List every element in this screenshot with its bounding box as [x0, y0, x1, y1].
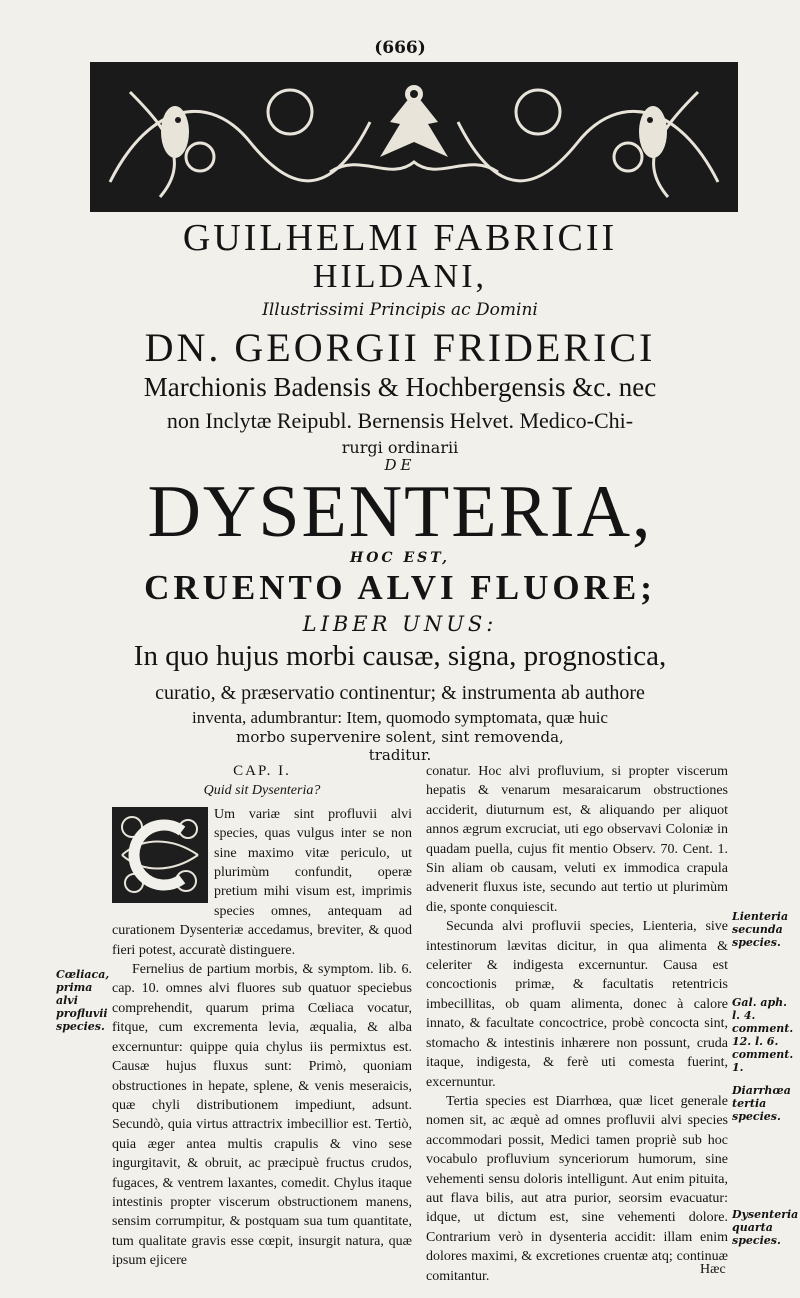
title-hoc-est: HOC EST, — [350, 550, 450, 566]
right-column — [426, 762, 728, 1286]
title-author-name: GUILHELMI FABRICII — [182, 217, 618, 259]
title-patron-intro: Illustrissimi Principis ac Domini — [262, 300, 538, 320]
left-column — [112, 762, 412, 1271]
right-paragraph-2: Secunda alvi profluvii species, Lienteria, sive intestinorum lævitas dicitur, in qua alimenta & celeriter & indigesta excernuntur. Causa est concoctionis primæ, & facultatis retentricis imbecillitas, ob quam alimenta, donec à calore innato, & facultate concoctrice, probè concocta sint, stomacho & intestinis inhærere non possunt, cruda itaque, indigesta, & ferè uti comesta fuerint, excernuntur. — [426, 919, 728, 1090]
margin-note-lienteria: Lienteria secunda species. — [732, 910, 789, 949]
right-paragraph-1: conatur. Hoc alvi profluvium, si propter viscerum hepatis & venarum mesaraicarum obstructiones acciderit, diuturnum est, & aliquando per aliquot annos ægrum excruciat, uti ego observavi Coloniæ in quadam puella, cujus fit mentio Observ. 70. Cent. 1. Sin aliam ob causam, veluti ex immodica crapula advenerit fluxus iste, secundo aut tertio ut plurimùm die, sponte conquiescit. — [426, 764, 728, 915]
chapter-subheading: Quid sit Dysenteria? — [203, 783, 321, 799]
title-republic-line: non Inclytæ Reipubl. Bernensis Helvet. Medico-Chi- — [166, 408, 634, 433]
right-paragraph-3: Tertia species est Diarrhœa, quæ licet generale nomen sit, ac æquè ad omnes profluvii alvi species accommodari possit, Medici tamen propriè sub hoc vocabulo profluvium synceriorum humorum, sine vehementi sensu doloris intelligunt. Aut enim pituita, aut flava bilis, aut atra purior, seorsim evacuatur: idque, ut dictum est, sine vehementi dolore. Contrarium verò in dysenteria accidit: illam enim dolores maximi, & excretiones cruentæ atq; continuæ comitantur. — [426, 1093, 728, 1284]
title-description-4: morbo supervenire solent, sint removenda, — [236, 728, 564, 746]
title-description-3: inventa, adumbrantur: Item, quomodo symptomata, quæ huic — [192, 708, 608, 727]
margin-note-dysenteria: Dysenteria quarta species. — [732, 1208, 799, 1247]
margin-note-coeliaca: Cœliaca, prima alvi profluvii species. — [56, 968, 110, 1033]
left-paragraph-2: Fernelius de partium morbis, & symptom. lib. 6. cap. 10. omnes alvi fluores sub quatuor speciebus comprehendit, quarum prima Cœliaca vocatur, fitque, cum excrementa levia, æqualia, & alba excernuntur: quippe quia chylus iis permixtus est. Causæ hujus fluxus sunt: Primò, quoniam obstructiones in hepate, splene, & venis meseraicis, quæ chyli distributionem impediunt, adsunt. Secundò, quia virtus attractrix imbecillior est. Tertiò, quia æger antea multis crapulis & vino sese ingurgitavit, & obruit, ac præcipuè fructus crudos, fugaces, & ventrem laxantes, comedit. Chylus itaque intestinis propter viscerum obstructionem manens, sensim corrumpitur, & postquam sua tum quantitate, tum qualitate gravis esse cœpit, insurgit natura, quæ ipsum ejicere — [112, 962, 412, 1269]
drop-cap-c-icon — [112, 807, 208, 903]
title-dysenteria: DYSENTERIA, — [147, 471, 653, 553]
title-description-2: curatio, & præservatio continentur; & instrumenta ab authore — [155, 682, 645, 704]
title-cruento: CRUENTO ALVI FLUORE; — [144, 568, 656, 607]
margin-note-galen: Gal. aph. l. 4. comment. 12. l. 6. comment. 1. — [732, 996, 794, 1074]
title-author-surname: HILDANI, — [312, 258, 488, 295]
title-description-1: In quo hujus morbi causæ, signa, prognostica, — [133, 640, 667, 672]
catchword: Hæc — [700, 1262, 726, 1277]
ornamental-headpiece — [90, 62, 738, 212]
title-patron-titles: Marchionis Badensis & Hochbergensis &c. nec — [143, 372, 657, 402]
title-surgeon-line: rurgi ordinarii — [341, 438, 459, 457]
left-paragraph-1: Um variæ sint profluvii alvi species, quas vulgus inter se non sine maximo vitæ periculo, ut plurimùm confundit, operæ pretium mihi visum est, imprimis species omnes, antequam ad curationem Dysenteriæ accedamus, breviter, & quod fieri potest, accuratè distinguere. — [112, 806, 412, 958]
chapter-heading: CAP. I. — [233, 763, 291, 779]
page-number: (666) — [374, 38, 426, 58]
title-liber-unus: LIBER UNUS: — [302, 612, 498, 636]
title-de: DE — [384, 456, 416, 474]
title-patron-name: DN. GEORGII FRIDERICI — [144, 325, 656, 370]
margin-note-diarrhoea: Diarrhœa tertia species. — [732, 1084, 791, 1123]
title-description-5: traditur. — [368, 746, 432, 764]
